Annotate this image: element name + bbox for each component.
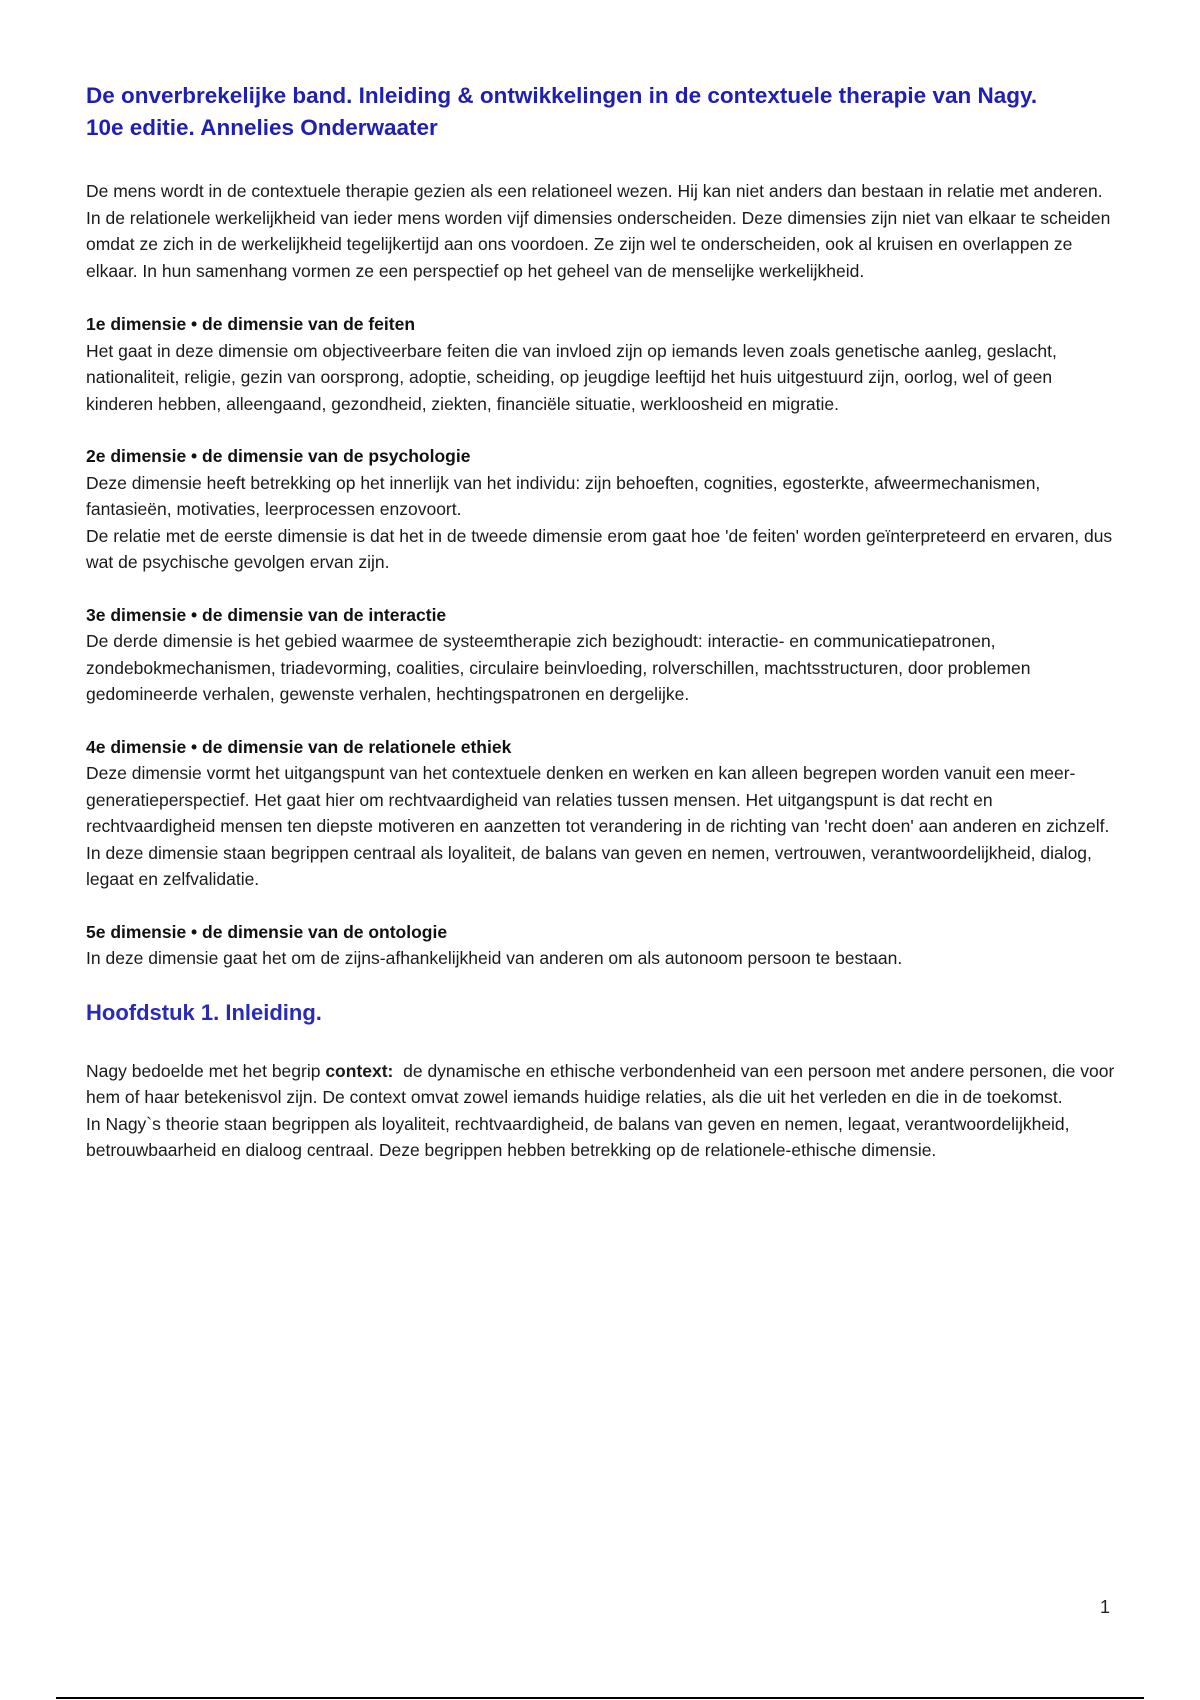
section-heading: 1e dimensie • de dimensie van de feiten xyxy=(86,314,416,334)
document-title xyxy=(86,80,1116,144)
section-dimension-2 xyxy=(86,443,1116,576)
section-heading: 2e dimensie • de dimensie van de psychologie xyxy=(86,446,471,466)
intro-paragraph: De mens wordt in de contextuele therapie gezien als een relationeel wezen. Hij kan niet anders dan bestaan in relatie met anderen. In de relationele werkelijkheid van ieder mens worden vijf dimensies onderscheiden. Deze dimensies zijn niet van elkaar te scheiden omdat ze zich in de werkelijkheid tegelijkertijd aan ons voordoen. Ze zijn wel te onderscheiden, ook al kruisen en overlappen ze elkaar. In hun samenhang vormen ze een perspectief op het geheel van de menselijke werkelijkheid. xyxy=(86,181,1111,281)
section-dimension-3 xyxy=(86,602,1116,708)
footer-divider xyxy=(56,1697,1144,1699)
chapter-text-before-term: Nagy bedoelde met het begrip xyxy=(86,1060,326,1081)
section-paragraph: De derde dimensie is het gebied waarmee de systeemtherapie zich bezighoudt: interactie- en communicatiepatronen, zondebokmechanismen, triadevorming, coalities, circulaire beinvloeding, rolverschillen, machtsstructuren, door problemen gedomineerde verhalen, gewenste verhalen, hechtingspatronen en dergelijke. xyxy=(86,631,1031,704)
section-dimension-4 xyxy=(86,734,1116,893)
section-heading: 3e dimensie • de dimensie van de interactie xyxy=(86,604,447,625)
section-paragraph: In deze dimensie staan begrippen centraal als loyaliteit, de balans van geven en nemen, vertrouwen, verantwoordelijkheid, dialog, legaat en zelfvalidatie. xyxy=(86,842,1092,889)
section-paragraph: In deze dimensie gaat het om de zijns-afhankelijkheid van anderen om als autonoom persoon te bestaan. xyxy=(86,948,903,968)
document-title-line-1: De onverbrekelijke band. Inleiding & ontwikkelingen in de contextuele therapie van Nagy. xyxy=(86,83,1038,108)
section-heading: 5e dimensie • de dimensie van de ontologie xyxy=(86,921,448,942)
document-title-line-2: 10e editie. Annelies Onderwaater xyxy=(86,115,438,140)
section-dimension-5 xyxy=(86,919,1116,972)
chapter-heading: Hoofdstuk 1. Inleiding. xyxy=(86,999,322,1025)
section-paragraph: Deze dimensie heeft betrekking op het innerlijk van het individu: zijn behoeften, cognities, egosterkte, afweermechanismen, fantasieën, motivaties, leerprocessen enzovoort. xyxy=(86,472,1041,519)
section-paragraph: De relatie met de eerste dimensie is dat het in de tweede dimensie erom gaat hoe 'de feiten' worden geïnterpreteerd en ervaren, dus wat de psychische gevolgen ervan zijn. xyxy=(86,525,1113,572)
section-paragraph: Deze dimensie vormt het uitgangspunt van het contextuele denken en werken en kan alleen begrepen worden vanuit een meer-generatieperspectief. Het gaat hier om rechtvaardigheid van relaties tussen mensen. Het uitgangspunt is dat recht en rechtvaardigheid mensen ten diepste motiveren en aanzetten tot verandering in de richting van 'recht doen' aan anderen en zichzelf. xyxy=(86,763,1110,836)
chapter-term-context: context: xyxy=(325,1060,394,1081)
chapter-text-after-term: de dynamische en ethische verbondenheid van een persoon met andere personen, die voor hem of haar betekenisvol zijn. De context omvat zowel iemands huidige relaties, als die uit het verleden en die in de toekomst. xyxy=(86,1060,1120,1107)
chapter-paragraph-2: In Nagy`s theorie staan begrippen als loyaliteit, rechtvaardigheid, de balans van geven en nemen, legaat, verantwoordelijkheid, betrouwbaarheid en dialoog centraal. Deze begrippen hebben betrekking op de relationele-ethische dimensie. xyxy=(86,1113,1070,1160)
document-page xyxy=(86,80,1120,1164)
section-paragraph: Het gaat in deze dimensie om objectiveerbare feiten die van invloed zijn op iemands leven zoals genetische aanleg, geslacht, nationaliteit, religie, gezin van oorsprong, adoptie, scheiding, op jeugdige leeftijd het huis uitgestuurd zijn, oorlog, wel of geen kinderen hebben, alleengaand, gezondheid, ziekten, financiële situatie, werkloosheid en migratie. xyxy=(86,340,1057,414)
section-heading: 4e dimensie • de dimensie van de relationele ethiek xyxy=(86,736,512,757)
chapter-paragraph-1 xyxy=(86,1058,1120,1111)
page-number: 1 xyxy=(1100,1597,1111,1617)
section-dimension-1 xyxy=(86,311,1116,417)
